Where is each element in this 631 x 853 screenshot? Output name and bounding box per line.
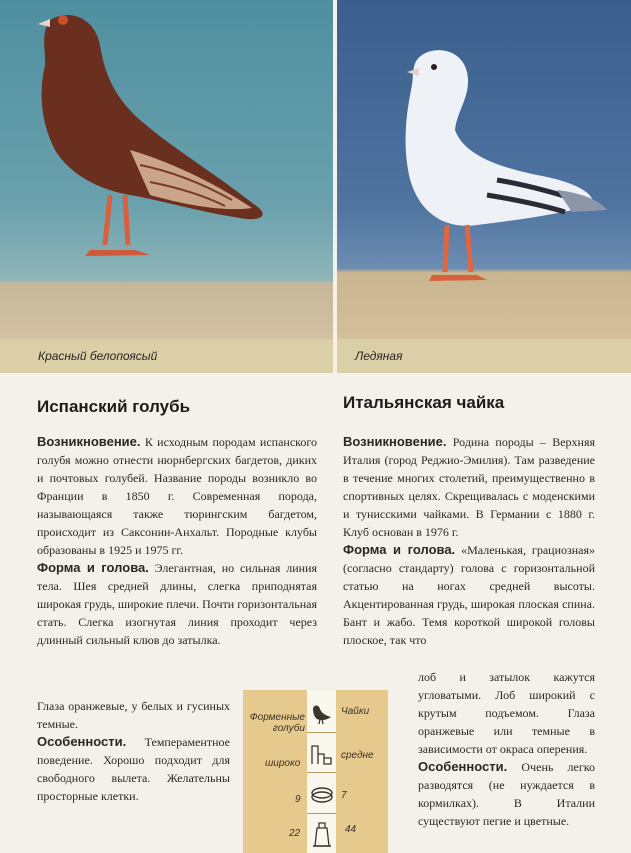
info-number-left: 22 [289,828,301,839]
right-features-heading: Особенности. [418,759,508,774]
left-column-text-lower [37,697,230,805]
right-form-text: «Маленькая, грациозная» (согласно стандарту) голова с горизонтальной статью на ногах средней высоты. Акцентированная грудь, широкая плоская спина. Бант и жабо. Темя короткой широкой головы плоское, так что [343,543,596,647]
pigeon-ice-image [337,0,631,373]
info-ring-left: 9 [295,794,301,805]
left-form-text: Элегантная, но сильная линия тела. Шея средней длины, слегка приподнятая широкая грудь, широкие плечи. Почти горизонтальная стать. Слегка изогнутая линия проходит через длинный сильный клюв до затылка. [37,561,318,647]
left-column-text [37,433,317,649]
leg-ring-icon [309,782,335,808]
left-form-heading: Форма и голова. [37,560,149,575]
page-title-spanish-pigeon: Испанский голубь [37,397,191,416]
info-width-left: широко [265,758,301,769]
photo-red-white-belted [0,0,333,373]
right-origin-text: Родина породы – Верхняя Италия (город Реджио-Эмилия). Там разведение в течение многих столетий, преимущественно в спортивных целях. Скрещивалась с моденскими и тунисскими чайками. В Германии с 1880 г. Клуб основан в 1976 г. [343,435,596,539]
photo-ice-pigeon [337,0,631,373]
info-number-right: 44 [345,824,357,835]
info-ring-right: 7 [341,790,347,801]
right-features-text: Очень легко разводятся (не нуждается в кормилках). В Италии существуют пегие и цветные. [418,760,595,828]
cage-size-icon [309,740,335,766]
left-origin-heading: Возникновение. [37,434,141,449]
right-column-text [343,433,595,649]
photo-caption-right: Ледяная [337,339,631,373]
breed-info-box [243,690,388,853]
right-form-heading: Форма и голова. [343,542,456,557]
left-features-text: Темпераментное поведение. Хорошо подходит для свободного вылета. Желательны просторные клетки. [37,735,230,803]
page-title-italian-gull: Итальянская чайка [343,393,505,412]
right-form-text-cont: лоб и затылок кажутся угловатыми. Лоб широкий с крутым подъемом. Глаза оранжевые или темные в зависимости от окраса оперения. [418,670,595,756]
photo-caption-left: Красный белопоясый [0,339,333,373]
right-column-text-lower [418,668,595,830]
info-group-left: Форменные голуби [249,712,305,734]
pigeon-red-image [0,0,333,373]
left-origin-text: К исходным породам испанского голубя можно отнести нюрнбергских багдетов, диких и почтовых голубей. Название породы возникло во Франции в 1850 г. Современная порода, называющаяся также тюрингским багдетом, происходит из Саксонии-Анхальт. Породные клубы образованы в 1925 и 1975 гг. [37,435,318,557]
info-width-right: средне [341,750,374,761]
feeder-icon [309,820,335,850]
left-eyes-text: Глаза оранжевые, у белых и гусиных темные. [37,699,230,731]
info-group-right: Чайки [341,706,370,717]
left-features-heading: Особенности. [37,734,127,749]
right-origin-heading: Возникновение. [343,434,447,449]
pigeon-silhouette-icon [309,700,335,726]
